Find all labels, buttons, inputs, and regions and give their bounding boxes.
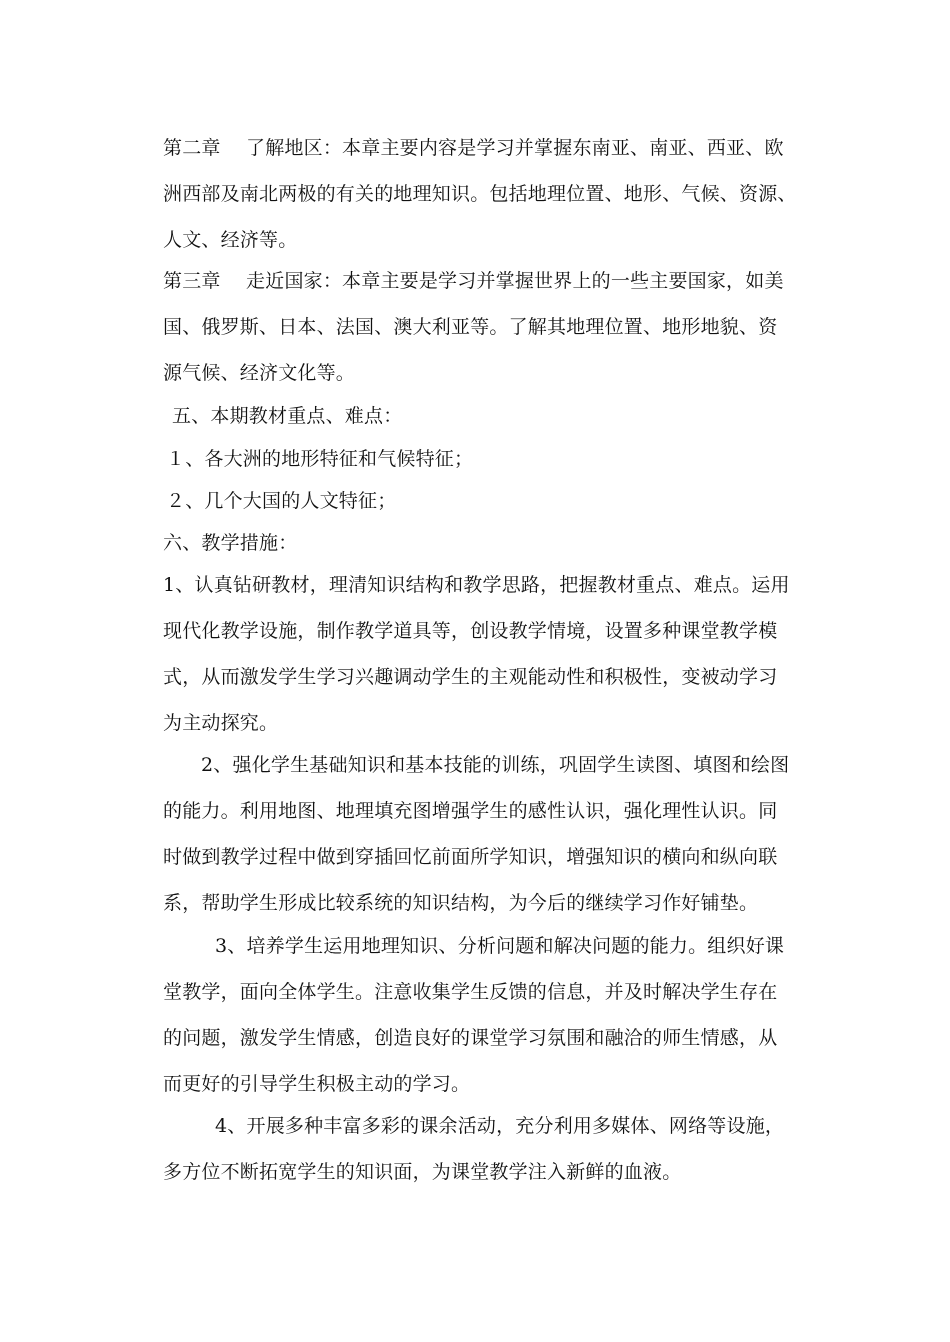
measure2-line-2: 的能力。利用地图、地理填充图增强学生的感性认识，强化理性认识。同 bbox=[163, 800, 778, 822]
measure3-line-3: 的问题，激发学生情感，创造良好的课堂学习氛围和融洽的师生情感，从 bbox=[163, 1027, 778, 1049]
chapter3-line-2: 国、俄罗斯、日本、法国、澳大利亚等。了解其地理位置、地形地貌、资 bbox=[163, 316, 778, 338]
section5-item-2: ２、几个大国的人文特征； bbox=[166, 490, 397, 512]
measure3-line-4: 而更好的引导学生积极主动的学习。 bbox=[163, 1073, 471, 1095]
measure1-line-1: 1、认真钻研教材，理清知识结构和教学思路，把握教材重点、难点。运用 bbox=[163, 574, 790, 596]
chapter2-line-1: 第二章 了解地区：本章主要内容是学习并掌握东南亚、南亚、西亚、欧 bbox=[163, 137, 784, 159]
measure3-line-2: 堂教学，面向全体学生。注意收集学生反馈的信息，并及时解决学生存在 bbox=[163, 981, 778, 1003]
measure2-line-4: 系，帮助学生形成比较系统的知识结构，为今后的继续学习作好铺垫。 bbox=[163, 892, 759, 914]
section6-heading: 六、教学措施： bbox=[163, 532, 298, 554]
measure1-line-2: 现代化教学设施，制作教学道具等，创设教学情境，设置多种课堂教学模 bbox=[163, 620, 778, 642]
measure3-line-1: 3、培养学生运用地理知识、分析问题和解决问题的能力。组织好课 bbox=[215, 935, 785, 957]
measure4-line-2: 多方位不断拓宽学生的知识面，为课堂教学注入新鲜的血液。 bbox=[163, 1161, 682, 1183]
chapter3-line-1: 第三章 走近国家：本章主要是学习并掌握世界上的一些主要国家，如美 bbox=[163, 270, 784, 292]
measure4-line-1: 4、开展多种丰富多彩的课余活动，充分利用多媒体、网络等设施， bbox=[215, 1115, 785, 1137]
measure1-line-3: 式，从而激发学生学习兴趣调动学生的主观能动性和积极性，变被动学习 bbox=[163, 666, 778, 688]
chapter2-line-2: 洲西部及南北两极的有关的地理知识。包括地理位置、地形、气候、资源、 bbox=[163, 183, 797, 205]
section5-heading: 五、本期教材重点、难点： bbox=[172, 405, 403, 427]
measure2-line-1: 2、强化学生基础知识和基本技能的训练，巩固学生读图、填图和绘图 bbox=[201, 754, 790, 776]
chapter2-line-3: 人文、经济等。 bbox=[163, 229, 298, 251]
chapter3-line-3: 源气候、经济文化等。 bbox=[163, 362, 356, 384]
measure1-line-4: 为主动探究。 bbox=[163, 712, 279, 734]
section5-item-1: １、各大洲的地形特征和气候特征； bbox=[166, 448, 474, 470]
measure2-line-3: 时做到教学过程中做到穿插回忆前面所学知识，增强知识的横向和纵向联 bbox=[163, 846, 778, 868]
